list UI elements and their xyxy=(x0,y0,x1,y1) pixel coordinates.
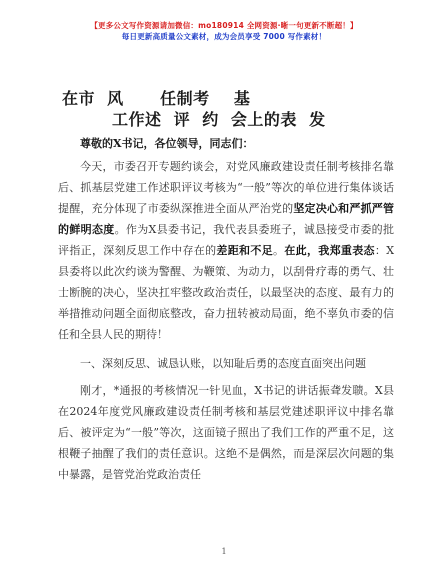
document-title-line1: 在市 风 任制考 基 xyxy=(62,89,251,108)
paragraph-intro-text-d: ：X县委将以此次约谈为警醒、为鞭策、为动力，以刮骨疗毒的勇气、壮士断腕的决心，坚决扛牢整改政治责任，以最坚决的态度、最有力的举措推动问题全面彻底整改，奋力扭转被动局面，绝不辜负市委的信任和全县人民的期待！ xyxy=(58,244,395,341)
emphasis-statement: 在此，我郑重表态 xyxy=(284,244,375,257)
page-number: 1 xyxy=(221,547,227,556)
paragraph-reflection: 刚才，*通报的考核情况一针见血，X书记的讲话振聋发聩。X县在2024年度党风廉政建设责任制考核和基层党建述职评议中排名靠后、被评定为“一般”等次，这面镜子照出了我们工作的严重不足，这根鞭子抽醒了我们的责任意识。这绝不是偶然，而是深层次问题的集中暴露，是管党治党政治责任 xyxy=(58,384,394,481)
promo-banner-line2: 每日更新高质量公文素材，成为会员享受 7000 写作素材！ xyxy=(121,32,327,41)
paragraph-intro-text-c: 。 xyxy=(273,244,285,257)
promo-banner-line1: 【更多公文写作资源请加微信：mo180914 全网资源·晰一句更新不断超！】 xyxy=(90,21,358,30)
paragraph-intro xyxy=(58,156,394,345)
document-title-line2: 工作述 评 约 会上的表 发 xyxy=(112,110,326,129)
section-heading-1: 一、深刻反思、诚恳认账，以知耻后勇的态度直面突出问题 xyxy=(80,357,366,370)
emphasis-resolve: 坚定决心和严抓严管的鲜明态度 xyxy=(58,202,394,236)
document-body xyxy=(58,133,394,485)
greeting: 尊敬的X书记，各位领导，同志们： xyxy=(80,137,254,150)
promo-banner xyxy=(0,20,448,42)
emphasis-gaps: 差距和不足 xyxy=(216,244,274,257)
paragraph-intro-text-b: 。作为X县委书记，我代表县委班子，诚恳接受市委的批评指正，深刻反思工作中存在的 xyxy=(58,223,395,257)
paragraph-intro-text-a: 今天，市委召开专题约谈会，对党风廉政建设责任制考核排名靠后、抓基层党建工作述职评议考核为“一般”等次的单位进行集体谈话提醒，充分体现了市委纵深推进全面从严治党的 xyxy=(58,160,394,215)
